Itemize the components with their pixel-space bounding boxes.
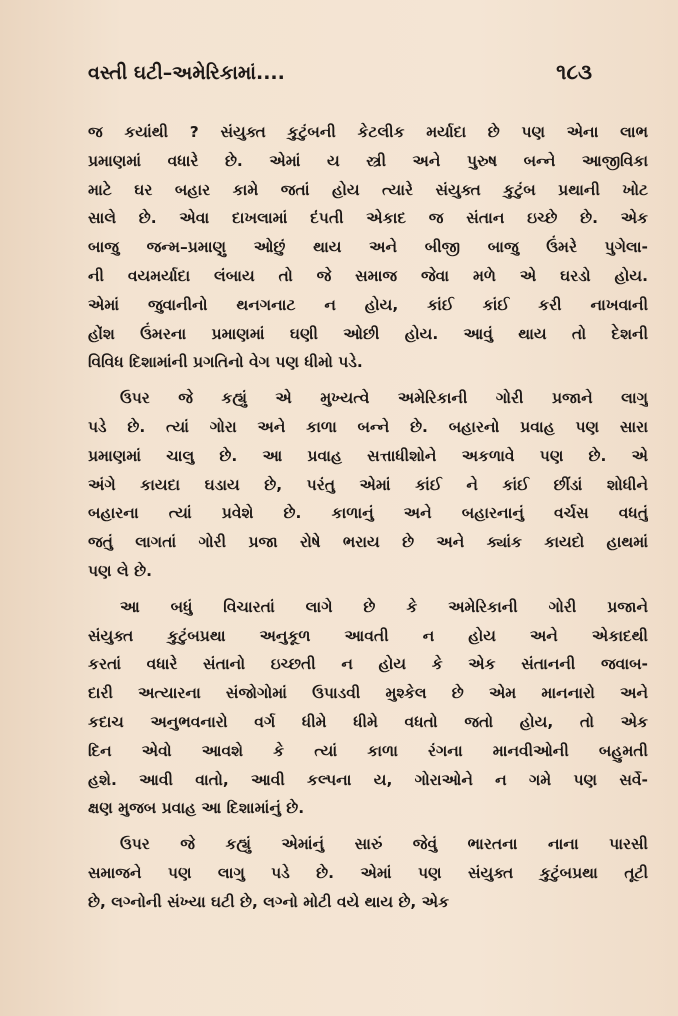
paragraph-gap <box>88 377 648 384</box>
text-line: દિન એવો આવશે કે ત્યાં કાળા રંગના માનવીઓની બહુમતી <box>88 741 648 760</box>
text-line: હશે. આવી વાતો, આવી કલ્પના ય, ગોરાઓને ન ગમે પણ સર્વે- <box>88 770 648 789</box>
text-line: છે, લગ્નોની સંખ્યા ઘટી છે, લગ્નો મોટી વયે થાય છે, એક <box>88 892 450 911</box>
paragraph <box>88 118 648 377</box>
page-number: ૧૮૩ <box>556 60 592 84</box>
text-line: જતું લાગતાં ગોરી પ્રજા રોષે ભરાય છે અને ક્યાંક કાયદો હાથમાં <box>88 533 648 552</box>
text-line: કદાચ અનુભવનારો વર્ગ ધીમે ધીમે વધતો જતો હોય, તો એક <box>88 712 648 731</box>
text-line: પ્રમાણમાં ચાલુ છે. આ પ્રવાહ સત્તાધીશોને અકળાવે પણ છે. એ <box>88 446 648 465</box>
text-line: બાજુ જન્મ–પ્રમાણુ ઓછું થાય અને બીજી બાજુ ઉંમરે પુગેલા- <box>88 238 648 257</box>
paragraph <box>88 593 648 823</box>
text-line: વિવિધ દિશામાંની પ્રગતિનો વેગ પણ ધીમો પડે. <box>88 353 363 372</box>
chapter-title: વસ્તી ઘટી–અમેરિકામાં.... <box>88 62 285 84</box>
text-line: પડે છે. ત્યાં ગોરા અને કાળા બન્ને છે. બહારનો પ્રવાહ પણ સારા <box>88 417 648 436</box>
text-line: હોંશ ઉંમરના પ્રમાણમાં ઘણી ઓછી હોય. આવું થાય તો દેશની <box>88 324 648 343</box>
body-text <box>88 118 648 917</box>
paragraph-gap <box>88 823 648 830</box>
paragraph <box>88 830 648 916</box>
text-line: એમાં જુવાનીનો થનગનાટ ન હોય, કાંઈ કાંઈ કરી નાખવાની <box>88 295 648 314</box>
text-line: સમાજને પણ લાગુ પડે છે. એમાં પણ સંયુક્ત કુટુંબપ્રથા તૂટી <box>88 863 648 882</box>
text-line: માટે ઘર બહાર કામે જતાં હોય ત્યારે સંયુક્ત કુટુંબ પ્રથાની ખોટ <box>88 180 648 199</box>
text-line: સંયુક્ત કુટુંબપ્રથા અનુકૂળ આવતી ન હોય અને એકાદથી <box>88 626 648 645</box>
paragraph <box>88 384 648 586</box>
text-line: ઉપર જે કહ્યું એમાંનું સારું જેવું ભારતના નાના પારસી <box>120 835 648 854</box>
text-line: પણ લે છે. <box>88 561 152 580</box>
text-line: સાલે છે. એવા દાખલામાં દંપતી એકાદ જ સંતાન ઇચ્છે છે. એક <box>88 209 648 228</box>
running-head <box>88 60 592 90</box>
text-line: દારી અત્યારના સંજોગોમાં ઉપાડવી મુશ્કેલ છે એમ માનનારો અને <box>88 684 648 703</box>
text-line: બહારના ત્યાં પ્રવેશે છે. કાળાનું અને બહારનાનું વર્ચસ વધતું <box>88 504 648 523</box>
text-line: જ કયાંથી ? સંયુક્ત કુટુંબની કેટલીક મર્યાદા છે પણ એના લાભ <box>88 123 648 141</box>
text-line: ક્ષણ મુજબ પ્રવાહ આ દિશામાંનું છે. <box>88 799 305 818</box>
text-line: આ બધું વિચારતાં લાગે છે કે અમેરિકાની ગોરી પ્રજાને <box>120 597 648 616</box>
paragraph-gap <box>88 586 648 593</box>
text-line: પ્રમાણમાં વધારે છે. એમાં ય સ્ત્રી અને પુરુષ બન્ને આજીવિકા <box>88 151 648 170</box>
text-line: ની વયમર્યાદા લંબાય તો જે સમાજ જેવા મળે એ ઘરડો હોય. <box>88 266 648 285</box>
text-line: કરતાં વધારે સંતાનો ઇચ્છતી ન હોય કે એક સંતાનની જવાબ- <box>88 655 648 674</box>
text-line: ઉપર જે કહ્યું એ મુખ્યત્વે અમેરિકાની ગોરી પ્રજાને લાગુ <box>120 389 648 408</box>
text-line: અંગે કાયદા ઘડાય છે, પરંતુ એમાં કાંઈ ને કાંઈ છીંડાં શોધીને <box>88 475 648 494</box>
